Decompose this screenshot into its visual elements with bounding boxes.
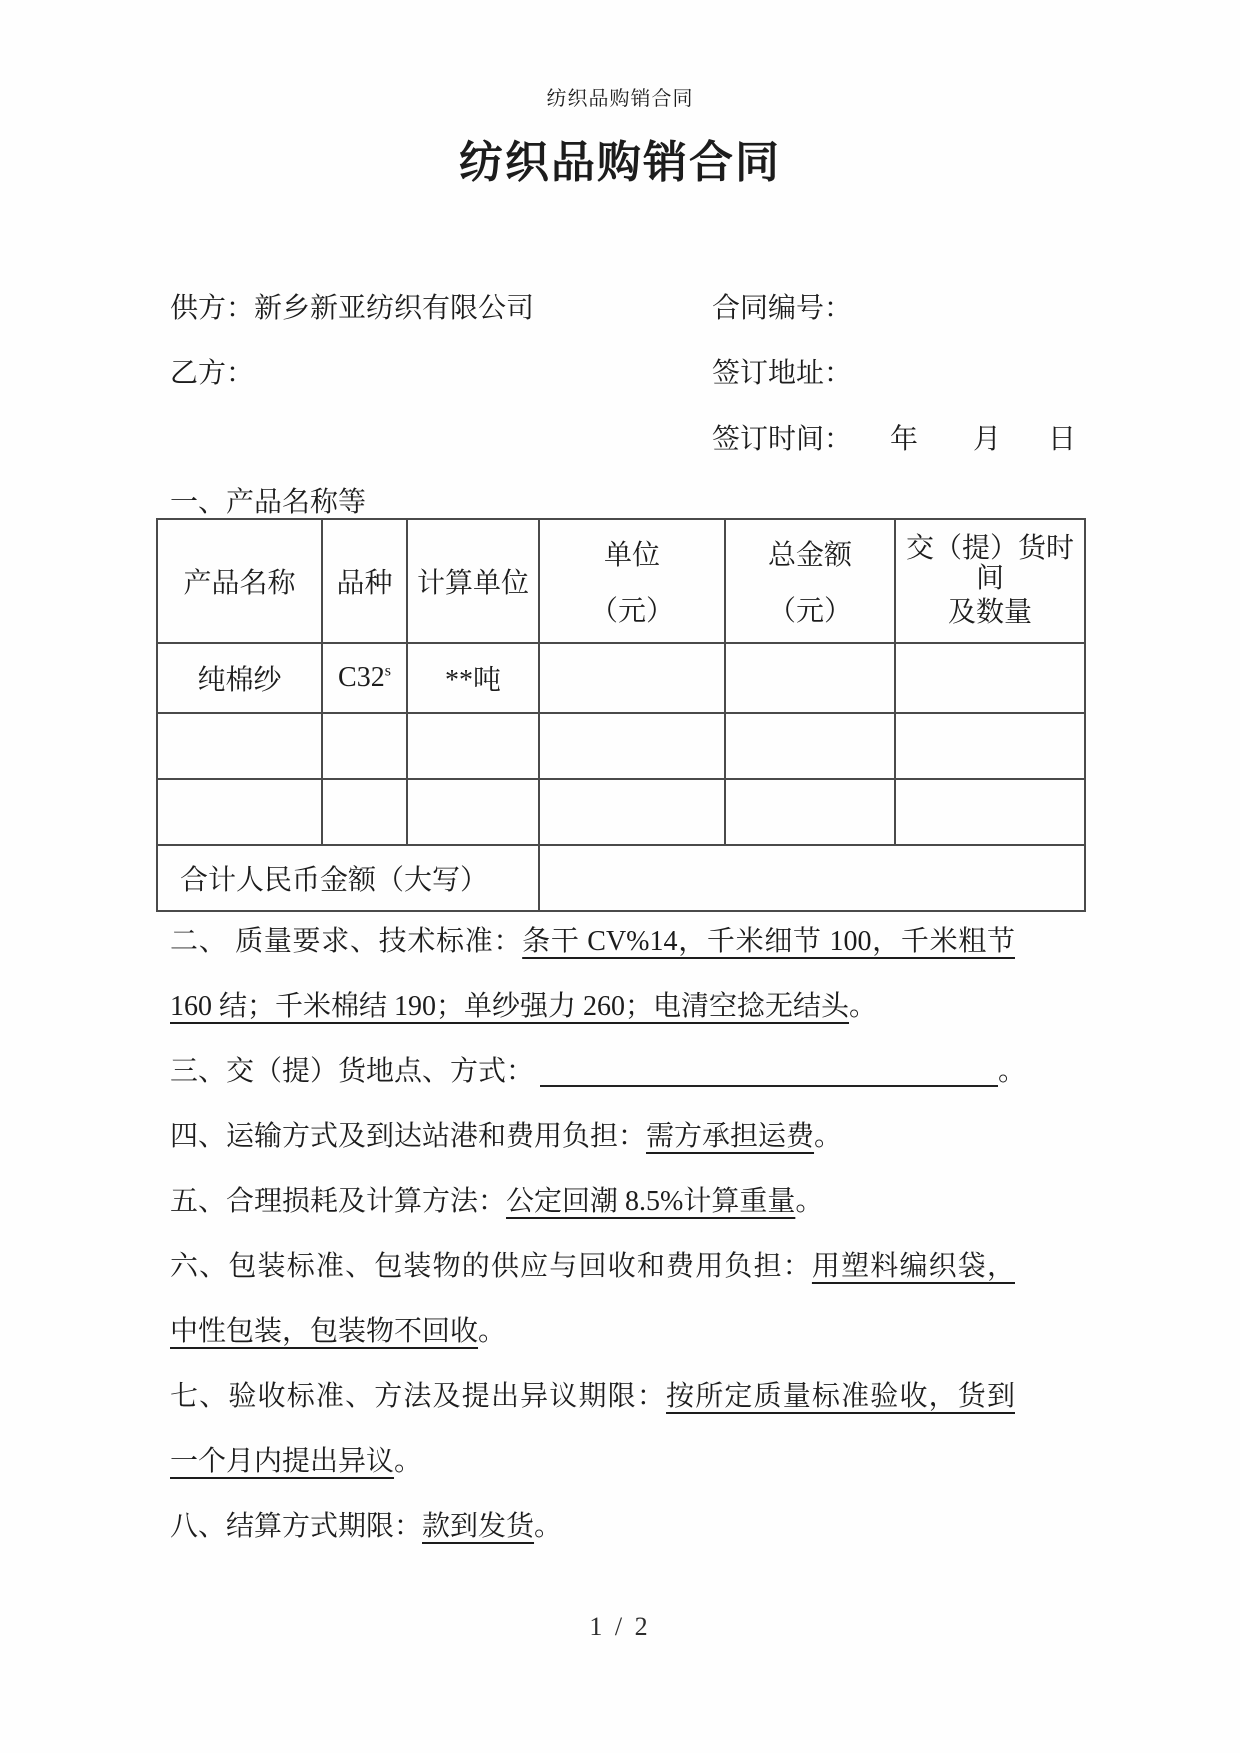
- month-label: 月: [973, 424, 1002, 455]
- cell-total-amount: [725, 643, 895, 713]
- contract-clauses: [170, 909, 1027, 1559]
- col-header-unit-price: [539, 519, 725, 643]
- cell-variety: [322, 713, 407, 779]
- col-header-unit-of-measure: 计算单位: [407, 519, 539, 643]
- delivery-header-line2: 及数量: [947, 597, 1032, 628]
- col-header-product-name: 产品名称: [157, 519, 322, 643]
- unit-price-header-stack: [540, 533, 724, 629]
- clause-8-label: 八、结算方式期限：: [170, 1511, 423, 1542]
- clause-8-line: [170, 1494, 1015, 1559]
- clause-6-underlined-1: 用塑料编织袋，: [811, 1251, 1015, 1282]
- clause-6-label: 六、包装标准、包装物的供应与回收和费用负担：: [170, 1251, 812, 1282]
- total-amount-header-line1: 总金额: [767, 540, 852, 571]
- clause-8-period: 。: [534, 1511, 563, 1542]
- cell-product-name: [157, 713, 322, 779]
- clause-3-line: [170, 1039, 1027, 1104]
- clause-6-underlined-2: 中性包装，包装物不回收: [170, 1316, 479, 1347]
- cell-unit-of-measure: [407, 713, 539, 779]
- page-number: 1 / 2: [589, 1612, 651, 1641]
- clause-3-fill-in-blank: [540, 1053, 998, 1087]
- clause-5-period: 。: [795, 1186, 824, 1217]
- clause-3-period: 。: [998, 1056, 1027, 1087]
- variety-superscript: s: [384, 662, 391, 680]
- product-table: [156, 518, 1086, 912]
- unit-price-header-line2: （元）: [589, 596, 674, 627]
- cell-total-amount: [725, 713, 895, 779]
- total-amount-words-label: 合计人民币金额（大写）: [157, 845, 539, 911]
- clause-4-label: 四、运输方式及到达站港和费用负担：: [170, 1121, 647, 1152]
- col-header-delivery: [895, 519, 1085, 643]
- col-header-total-amount: [725, 519, 895, 643]
- cell-delivery: [895, 779, 1085, 845]
- clause-7-line-2: [170, 1429, 1015, 1494]
- cell-unit-price: [539, 643, 725, 713]
- table-row: [157, 779, 1085, 845]
- clause-7-label: 七、验收标准、方法及提出异议期限：: [170, 1381, 667, 1412]
- table-header-row: [157, 519, 1085, 643]
- cell-total-amount: [725, 779, 895, 845]
- clause-4-line: [170, 1104, 1015, 1169]
- cell-variety: [322, 779, 407, 845]
- contract-no-label: 合同编号：: [712, 293, 853, 324]
- clause-2-line-2: [170, 974, 1015, 1039]
- section-1-heading: 一、产品名称等: [170, 487, 367, 518]
- table-total-row: [157, 845, 1085, 911]
- cell-product-name: 纯棉纱: [157, 643, 322, 713]
- clause-3-label: 三、交（提）货地点、方式：: [170, 1056, 535, 1087]
- page-title: 纺织品购销合同: [459, 138, 781, 187]
- supplier-value: 新乡新亚纺织有限公司: [254, 293, 535, 324]
- cell-delivery: [895, 713, 1085, 779]
- total-amount-words-value: [539, 845, 1085, 911]
- day-label: 日: [1048, 424, 1077, 455]
- cell-unit-price: [539, 713, 725, 779]
- clause-6-line-1: [170, 1234, 1015, 1299]
- contract-no-group: [712, 292, 852, 326]
- clause-6-period: 。: [478, 1316, 507, 1347]
- supplier-label: 供方：: [170, 293, 255, 324]
- year-label: 年: [890, 424, 919, 455]
- clause-4-period: 。: [814, 1121, 843, 1152]
- cell-unit-of-measure: [407, 779, 539, 845]
- delivery-header-line1: 交（提）货时间: [905, 533, 1074, 594]
- clause-5-line: [170, 1169, 1015, 1234]
- clause-7-underlined-2: 一个月内提出异议: [170, 1446, 395, 1477]
- clause-6-line-2: [170, 1299, 1015, 1364]
- buyer-label: 乙方：: [170, 358, 255, 389]
- clause-2-label: 二、 质量要求、技术标准：: [170, 926, 523, 957]
- clause-8-underlined: 款到发货: [422, 1511, 535, 1542]
- cell-unit-of-measure: **吨: [407, 643, 539, 713]
- party-row-buyer: [170, 357, 1110, 391]
- cell-product-name: [157, 779, 322, 845]
- clause-5-label: 五、合理损耗及计算方法：: [170, 1186, 507, 1217]
- party-row-supplier: [170, 292, 1110, 326]
- cell-unit-price: [539, 779, 725, 845]
- sign-time-label: 签订时间：: [712, 424, 853, 455]
- table-row: [157, 713, 1085, 779]
- clause-7-line-1: [170, 1364, 1015, 1429]
- clause-2-underlined-1: 条干 CV%14，千米细节 100，千米粗节: [522, 926, 1015, 957]
- unit-price-header-line1: 单位: [603, 540, 660, 571]
- cell-delivery: [895, 643, 1085, 713]
- document-header-label: 纺织品购销合同: [546, 88, 694, 110]
- clause-2-underlined-2: 160 结；千米棉结 190；单纱强力 260；电清空捻无结头: [170, 991, 850, 1022]
- col-header-variety: 品种: [322, 519, 407, 643]
- total-amount-header-line2: （元）: [767, 596, 852, 627]
- variety-base: C32: [338, 662, 385, 693]
- clause-2-period: 。: [849, 991, 878, 1022]
- sign-place-label: 签订地址：: [712, 358, 853, 389]
- total-amount-header-stack: [726, 533, 894, 629]
- clause-2-line-1: [170, 909, 1015, 974]
- table-row: [157, 643, 1085, 713]
- sign-place-group: [712, 357, 852, 391]
- clause-4-underlined: 需方承担运费: [646, 1121, 815, 1152]
- delivery-header-stack: [896, 534, 1084, 628]
- sign-time-group: [712, 423, 1076, 457]
- clause-7-underlined-1: 按所定质量标准验收，货到: [666, 1381, 1015, 1412]
- clause-5-underlined: 公定回潮 8.5%计算重量: [506, 1186, 796, 1217]
- cell-variety: [322, 643, 407, 713]
- clause-7-period: 。: [394, 1446, 423, 1477]
